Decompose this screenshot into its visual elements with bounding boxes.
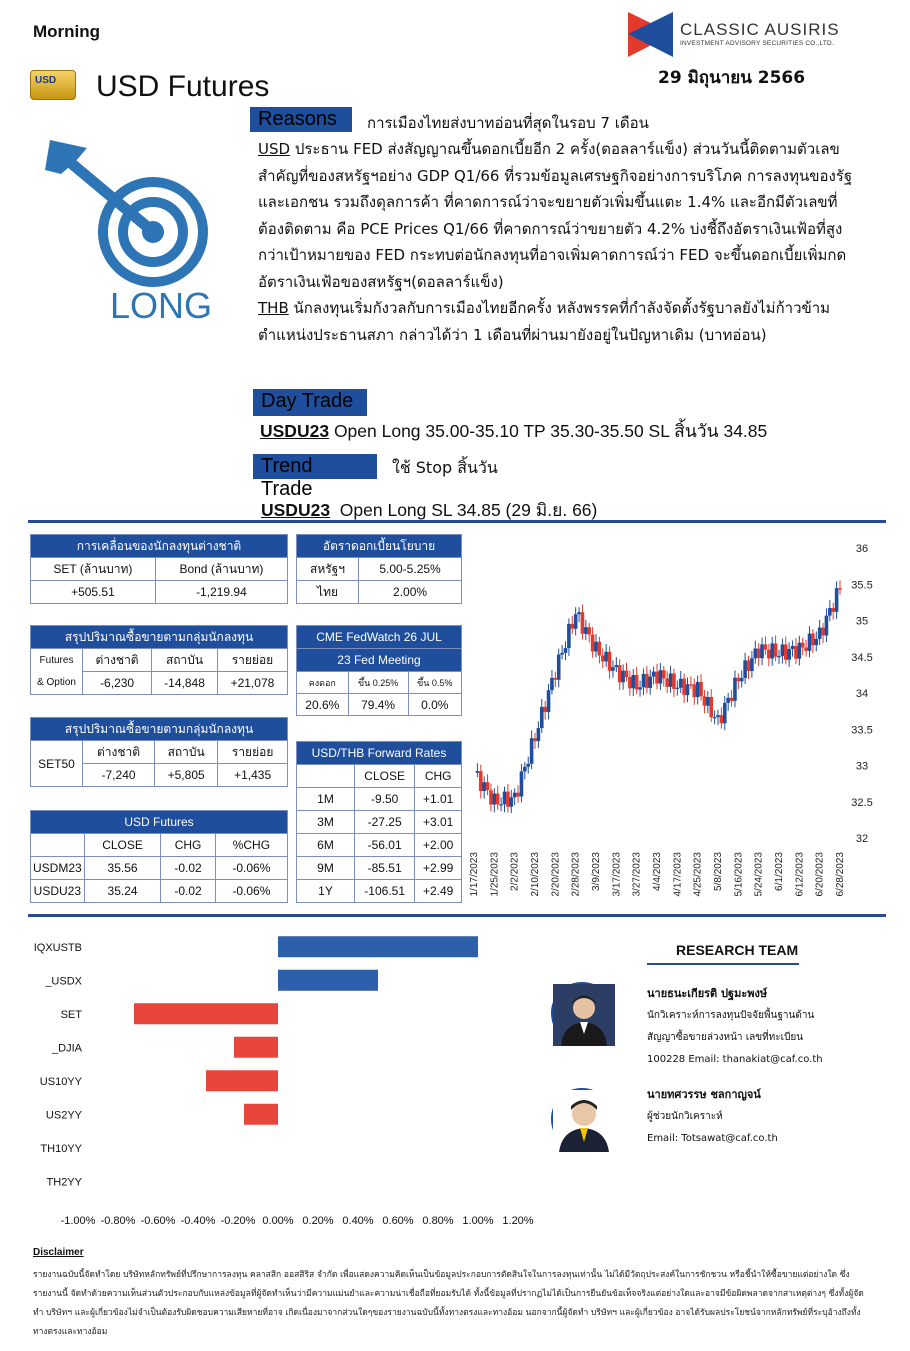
- analyst-avatar: [551, 982, 613, 1044]
- brand-sub: INVESTMENT ADVISORY SECURITIES CO.,LTD.: [680, 40, 834, 47]
- candle-body: [560, 653, 564, 655]
- usd-futures-corner: [31, 834, 85, 857]
- fedwatch-table: [296, 625, 462, 716]
- x-tick-label: 6/28/2023: [835, 852, 846, 897]
- candle-body: [774, 643, 778, 656]
- trend-trade-headline: ใช้ Stop สิ้นวัน: [392, 458, 498, 477]
- x-tick-label: 3/9/2023: [591, 852, 602, 891]
- candle-body: [550, 678, 554, 690]
- candle-body: [659, 670, 663, 683]
- person-icon: [553, 984, 615, 1046]
- candle-body: [835, 588, 839, 612]
- usd-futures-header: %CHG: [215, 834, 287, 857]
- x-tick-label: 5/8/2023: [713, 852, 724, 891]
- candle-body: [801, 643, 805, 648]
- analyst-1-role: นักวิเคราะห์การลงทุนปัจจัยพื้นฐานด้าน: [647, 1010, 815, 1021]
- policy-rate-label: ไทย: [297, 581, 359, 604]
- day-trade-line: [260, 417, 767, 445]
- candle-body: [753, 648, 757, 658]
- fedwatch-value: 20.6%: [297, 694, 349, 716]
- candle-body: [476, 771, 480, 773]
- forward-chg: +2.99: [415, 857, 462, 880]
- candle-body: [554, 678, 558, 680]
- candle-body: [631, 675, 635, 688]
- usd-futures-table: [30, 810, 288, 903]
- candle-body: [825, 616, 829, 636]
- candle-body: [838, 588, 842, 590]
- forward-tenor: 1M: [297, 788, 355, 811]
- x-tick-label: 0.60%: [382, 1215, 414, 1227]
- candle-body: [601, 656, 605, 662]
- candle-body: [604, 652, 608, 662]
- candle-body: [655, 672, 659, 684]
- candle-body: [689, 684, 693, 685]
- candle-body: [625, 671, 629, 677]
- candle-body: [750, 658, 754, 671]
- futures-investor-value: +21,078: [217, 672, 287, 695]
- foreign-flow-table: [30, 534, 288, 604]
- candle-body: [706, 697, 710, 706]
- candle-body: [791, 646, 795, 649]
- usd-text: ประธาน FED ส่งสัญญาณขึ้นดอกเบี้ยอีก 2 ครั้ง(ดอลลาร์แข็ง) ส่วนวันนี้ติดตามตัวเลขสำคัญที่ของสหรัฐฯอย่าง GDP Q1/66 ที่รวมข้อมูลเศรษฐกิจอย่างการบริโภค การลงทุนของรัฐและเอกชน รวมถึงดุลการค้า ที่คาดการณ์ว่าจะขยายตัวเพิ่มขึ้นแตะ 1.4% และอีกมีตัวเลขที่ต้องติดตาม คือ PCE Prices Q1/66 ที่คาดการณ์ว่าขยายตัว 4.2% บ่งชี้ถึงอัตราเงินเฟ้อที่สูงกว่าเป้าหมายของ FED กระทบต่อนักลงทุนที่อาจเพิ่มคาดการณ์ว่า FED จะขึ้นดอกเบี้ยเพิ่มกดอัตราเงินเฟ้อของสหรัฐฯ(ดอลลาร์แข็ง): [258, 140, 853, 291]
- forward-tenor: 3M: [297, 811, 355, 834]
- bar: [134, 1003, 278, 1024]
- candle-body: [818, 628, 822, 639]
- candle-body: [577, 612, 581, 614]
- x-tick-label: 2/20/2023: [550, 852, 562, 897]
- bar: [278, 970, 378, 991]
- analyst-2-name: นายทศวรรษ ชลกาญจน์: [647, 1088, 761, 1101]
- fedwatch-header: ขึ้น 0.5%: [408, 672, 461, 694]
- x-tick-label: 1.00%: [462, 1215, 494, 1227]
- candle-body: [784, 644, 788, 659]
- y-tick-label: 36: [855, 543, 869, 555]
- candle-body: [540, 707, 544, 728]
- y-tick-label: 35.5: [851, 579, 873, 592]
- foreign-flow-title: การเคลื่อนของนักลงทุนต่างชาติ: [31, 535, 288, 558]
- analyst-1-name: นายธนะเกียรติ ปฐมะพงษ์: [647, 987, 768, 1000]
- x-tick-label: 1/25/2023: [489, 852, 501, 897]
- session-label: Morning: [33, 22, 101, 41]
- candle-body: [662, 670, 666, 678]
- usd-futures-badge-icon: [30, 70, 76, 100]
- x-tick-label: 5/24/2023: [753, 852, 765, 897]
- futures-investor-row-label: [31, 649, 83, 695]
- candle-body: [570, 624, 574, 629]
- candle-body: [574, 614, 578, 628]
- x-tick-label: 6/1/2023: [774, 852, 785, 891]
- usd-label: USD: [258, 140, 291, 158]
- divider-bottom: [28, 914, 886, 917]
- foreign-flow-col-set: SET (ล้านบาท): [31, 558, 156, 581]
- candle-body: [703, 696, 707, 706]
- y-tick-label: 32.5: [851, 796, 873, 809]
- usd-futures-close: 35.56: [84, 857, 161, 880]
- set50-value: +1,435: [218, 764, 288, 787]
- candle-body: [723, 703, 727, 723]
- candle-body: [530, 738, 534, 764]
- candle-body: [479, 771, 483, 791]
- person-icon: [553, 1090, 615, 1152]
- forward-close: -9.50: [355, 788, 415, 811]
- disclaimer-title: Disclaimer: [33, 1247, 84, 1258]
- policy-rate-label: สหรัฐฯ: [297, 558, 359, 581]
- bar: [244, 1104, 278, 1125]
- thb-text: นักลงทุนเริ่มกังวลกับการเมืองไทยอีกครั้ง หลังพรรคที่กำลังจัดตั้งรัฐบาลยังไม่ก้าวข้ามตำแหน่งประธานสภา กล่าวได้ว่า 1 เดือนที่ผ่านมายังอยู่ในปัญหาเดิม (บาทอ่อน): [258, 299, 831, 344]
- candle-body: [594, 642, 598, 652]
- candle-body: [567, 624, 571, 648]
- candle-body: [828, 608, 832, 616]
- x-tick-label: 1/17/2023: [469, 852, 480, 897]
- candle-body: [581, 612, 585, 634]
- bar: [278, 936, 478, 957]
- candle-body: [509, 797, 513, 806]
- bar: [234, 1037, 278, 1058]
- candle-body: [611, 667, 615, 671]
- policy-rate-value: 2.00%: [359, 581, 462, 604]
- x-tick-label: -1.00%: [60, 1215, 96, 1227]
- stance-label: LONG: [110, 285, 213, 326]
- bar-category-label: IQXUSTB: [33, 941, 82, 954]
- analyst-1-contact: 100228 Email: thanakiat@caf.co.th: [647, 1054, 823, 1065]
- fedwatch-header: คงดอก: [297, 672, 349, 694]
- usd-futures-close: 35.24: [84, 880, 161, 903]
- candle-body: [645, 674, 649, 688]
- candle-body: [537, 728, 541, 741]
- forward-rates-title: USD/THB Forward Rates: [297, 742, 462, 765]
- candle-body: [787, 649, 791, 660]
- divider-top: [28, 520, 886, 523]
- usd-futures-chg: -0.02: [161, 857, 215, 880]
- x-tick-label: 2/28/2023: [570, 852, 582, 897]
- candle-body: [757, 648, 761, 658]
- analyst-2-role: ผู้ช่วยนักวิเคราะห์: [647, 1111, 723, 1122]
- candle-body: [503, 792, 507, 805]
- candle-body: [821, 628, 825, 636]
- policy-rate-title: อัตราดอกเบี้ยนโยบาย: [297, 535, 462, 558]
- candle-body: [638, 687, 642, 689]
- candle-body: [672, 673, 676, 688]
- candle-body: [499, 804, 503, 805]
- trend-trade-tag: Trend Trade: [253, 454, 377, 479]
- forward-chg: +2.00: [415, 834, 462, 857]
- candle-body: [692, 684, 696, 697]
- candle-body: [526, 764, 530, 767]
- policy-rate-table: [296, 534, 462, 604]
- candle-body: [743, 660, 747, 678]
- candle-body: [557, 654, 561, 679]
- forward-chg: +3.01: [415, 811, 462, 834]
- x-tick-label: 0.20%: [302, 1215, 334, 1227]
- x-tick-label: 3/17/2023: [611, 852, 623, 897]
- candle-body: [730, 698, 734, 701]
- research-title-underline: [647, 963, 799, 965]
- futures-investor-header: สถาบัน: [152, 649, 218, 672]
- analyst-2-contact: Email: Totsawat@caf.co.th: [647, 1133, 778, 1144]
- analyst-avatar: [551, 1088, 613, 1150]
- x-tick-label: 2/2/2023: [509, 852, 521, 891]
- forward-rates-table: [296, 741, 462, 903]
- reasons-headline: การเมืองไทยส่งบาทอ่อนที่สุดในรอบ 7 เดือน: [367, 114, 649, 132]
- usd-futures-name: USDU23: [31, 880, 85, 903]
- x-tick-label: 1.20%: [502, 1215, 534, 1227]
- candle-body: [676, 688, 680, 689]
- day-trade-code: USDU23: [260, 421, 330, 441]
- forward-chg: +2.49: [415, 880, 462, 903]
- candle-body: [547, 690, 551, 712]
- candle-body: [648, 677, 652, 688]
- x-tick-label: -0.60%: [140, 1215, 176, 1227]
- forward-rates-header: CLOSE: [355, 765, 415, 788]
- candle-body: [794, 646, 798, 659]
- candle-body: [770, 643, 774, 658]
- bar-category-label: US10YY: [39, 1075, 82, 1088]
- candle-body: [618, 665, 622, 682]
- futures-investor-value: -14,848: [152, 672, 218, 695]
- candle-body: [533, 738, 537, 741]
- candle-body: [686, 684, 690, 695]
- candle-body: [520, 771, 524, 796]
- candle-body: [496, 794, 500, 805]
- page-title: USD Futures: [96, 70, 270, 103]
- brand-name: CLASSIC AUSIRIS: [680, 20, 840, 39]
- fedwatch-header: ขึ้น 0.25%: [348, 672, 408, 694]
- candle-body: [669, 673, 673, 686]
- candle-body: [493, 794, 497, 805]
- foreign-flow-col-bond: Bond (ล้านบาท): [155, 558, 287, 581]
- candle-body: [808, 634, 812, 651]
- day-trade-tag: Day Trade: [253, 389, 367, 416]
- forward-rates-header: CHG: [415, 765, 462, 788]
- y-tick-label: 34.5: [851, 651, 873, 664]
- fedwatch-title-1: CME FedWatch 26 JUL: [297, 626, 462, 649]
- candle-body: [679, 679, 683, 688]
- candle-body: [482, 782, 486, 791]
- x-tick-label: 5/16/2023: [733, 852, 745, 897]
- futures-investor-header: รายย่อย: [217, 649, 287, 672]
- bar-category-label: SET: [60, 1008, 82, 1021]
- x-tick-label: 4/4/2023: [652, 852, 663, 891]
- candle-body: [486, 782, 490, 790]
- candle-body: [598, 642, 602, 656]
- futures-investor-table: [30, 625, 288, 695]
- set50-value: -7,240: [83, 764, 155, 787]
- candle-body: [777, 656, 781, 657]
- usd-futures-pchg: -0.06%: [215, 857, 287, 880]
- candle-body: [682, 679, 686, 695]
- usd-futures-header: CHG: [161, 834, 215, 857]
- candle-body: [699, 682, 703, 696]
- usd-futures-header: CLOSE: [84, 834, 161, 857]
- set50-header: รายย่อย: [218, 741, 288, 764]
- trend-trade-code: USDU23: [261, 500, 331, 520]
- analyst-2-block: [647, 1084, 778, 1150]
- usd-futures-chg: -0.02: [161, 880, 215, 903]
- usd-futures-pchg: -0.06%: [215, 880, 287, 903]
- candle-body: [513, 793, 517, 798]
- candle-body: [740, 678, 744, 681]
- bar-category-label: _USDX: [45, 975, 82, 988]
- usd-futures-candlestick-chart: [468, 537, 878, 909]
- forward-tenor: 1Y: [297, 880, 355, 903]
- candle-body: [764, 644, 768, 649]
- bar: [206, 1070, 278, 1091]
- candle-body: [716, 715, 720, 717]
- candle-body: [608, 652, 612, 671]
- bar-category-label: US2YY: [45, 1109, 82, 1122]
- fedwatch-title-2: 23 Fed Meeting: [297, 649, 462, 672]
- candle-body: [615, 665, 619, 667]
- forward-close: -27.25: [355, 811, 415, 834]
- report-date: 29 มิถุนายน 2566: [658, 68, 806, 88]
- candle-body: [591, 635, 595, 652]
- candle-body: [767, 650, 771, 659]
- set50-header: ต่างชาติ: [83, 741, 155, 764]
- forward-close: -56.01: [355, 834, 415, 857]
- disclaimer-text: รายงานฉบับนี้จัดทำโดย บริษัทหลักทรัพย์ที่ปรึกษาการลงทุน คลาสสิก ออสสิริส จำกัด เพื่อแสดงความคิดเห็นเป็นข้อมูลประกอบการตัดสินใจในการลงทุนเท่านั้น ไม่ได้มีวัตถุประสงค์ในการชักชวน หรือชี้นำให้ซื้อขายแต่อย่างใด ซึ่งรายงานนี้ จัดทำด้วยความเห็นส่วนตัวประกอบกับแหล่งข้อมูลที่ผู้จัดทำเห็นว่ามีความแม่นยำและความน่าเชื่อถือที่ยอมรับได้ ทั้งนี้ข้อมูลที่ปรากฏไม่ได้เป็นการยืนยันข้อเท็จจริงแต่อย่างใดและอาจมีข้อผิดพลาดจากสาเหตุต่างๆ ซึ่งทั้งผู้จัดทำ บริษัทฯ และผู้เกี่ยวข้องไม่จำเป็นต้องรับผิดชอบความเสียหายที่อาจ เกิดเนื่องมาจากส่วนใดๆของรายงานฉบับนี้ทั้งทางตรงและทางอ้อม นอกจากนี้ผู้จัดทำ บริษัทฯ และผู้เกี่ยวข้อง อาจได้รับผลประโยชน์จากหลักทรัพย์ที่ระบุอ้างถึงทั้งทางตรงและทางอ้อม: [33, 1270, 864, 1337]
- candle-body: [543, 707, 547, 712]
- candle-body: [726, 698, 730, 703]
- forward-chg: +1.01: [415, 788, 462, 811]
- trend-trade-text: Open Long SL 34.85 (29 มิ.ย. 66): [339, 500, 598, 520]
- candle-body: [635, 675, 639, 690]
- usd-futures-title: USD Futures: [31, 811, 288, 834]
- x-tick-label: 4/17/2023: [672, 852, 684, 897]
- futures-investor-header: ต่างชาติ: [83, 649, 152, 672]
- futures-investor-value: -6,230: [83, 672, 152, 695]
- bar-category-label: TH2YY: [46, 1176, 82, 1189]
- usd-futures-name: USDM23: [31, 857, 85, 880]
- x-tick-label: 6/12/2023: [794, 852, 806, 897]
- candle-body: [628, 677, 632, 688]
- x-tick-label: -0.40%: [180, 1215, 216, 1227]
- candle-body: [642, 674, 646, 687]
- y-tick-label: 35: [855, 615, 869, 628]
- candle-body: [523, 767, 527, 772]
- thb-label: THB: [258, 299, 289, 317]
- reasons-body: [258, 136, 858, 348]
- fedwatch-value: 79.4%: [348, 694, 408, 716]
- futures-investor-title: สรุปปริมาณซื้อขายตามกลุ่มนักลงทุน: [31, 626, 288, 649]
- x-tick-label: -0.20%: [220, 1215, 256, 1227]
- set50-investor-table: [30, 717, 288, 787]
- forward-tenor: 9M: [297, 857, 355, 880]
- x-tick-label: 0.80%: [422, 1215, 454, 1227]
- futures-investor-row-label-2: & Option: [37, 676, 76, 688]
- analyst-1-block: [647, 983, 823, 1071]
- bar-category-label: TH10YY: [40, 1142, 82, 1155]
- candle-body: [713, 717, 717, 718]
- policy-rate-value: 5.00-5.25%: [359, 558, 462, 581]
- y-tick-label: 33.5: [851, 724, 873, 737]
- candle-body: [720, 715, 724, 723]
- badge-text: USD: [35, 75, 57, 86]
- x-tick-label: 2/10/2023: [530, 852, 541, 897]
- candle-body: [781, 644, 785, 656]
- y-tick-label: 34: [855, 688, 869, 700]
- x-tick-label: -0.80%: [100, 1215, 136, 1227]
- candle-body: [709, 697, 713, 717]
- candle-body: [652, 672, 656, 677]
- candle-body: [798, 643, 802, 659]
- x-tick-label: 0.00%: [262, 1215, 294, 1227]
- candle-body: [760, 644, 764, 658]
- candle-body: [814, 639, 818, 645]
- bar-category-label: _DJIA: [52, 1042, 82, 1055]
- x-tick-label: 3/27/2023: [631, 852, 643, 897]
- candle-body: [733, 678, 737, 701]
- forward-tenor: 6M: [297, 834, 355, 857]
- candle-body: [665, 678, 669, 686]
- candle-body: [811, 634, 815, 646]
- analyst-1-role2: สัญญาซื้อขายล่วงหน้า เลขที่ทะเบียน: [647, 1032, 804, 1043]
- candle-body: [747, 660, 751, 671]
- foreign-flow-bond-value: -1,219.94: [155, 581, 287, 604]
- x-tick-label: 6/20/2023: [814, 852, 826, 897]
- target-arrow-icon: [45, 140, 225, 285]
- forward-close: -85.51: [355, 857, 415, 880]
- candle-body: [506, 792, 510, 807]
- candle-body: [737, 678, 741, 682]
- research-team-title: RESEARCH TEAM: [676, 942, 799, 958]
- candle-body: [564, 648, 568, 653]
- candle-body: [696, 682, 700, 697]
- candle-body: [584, 627, 588, 634]
- foreign-flow-set-value: +505.51: [31, 581, 156, 604]
- brand-block: [680, 20, 840, 47]
- brand-logo-icon: [628, 12, 673, 57]
- candle-body: [804, 647, 808, 650]
- x-tick-label: 0.40%: [342, 1215, 374, 1227]
- set50-value: +5,805: [155, 764, 218, 787]
- forward-rates-corner: [297, 765, 355, 788]
- futures-investor-row-label-1: Futures: [39, 654, 74, 666]
- candle-body: [831, 608, 835, 612]
- set50-investor-title: สรุปปริมาณซื้อขายตามกลุ่มนักลงทุน: [31, 718, 288, 741]
- market-change-bar-chart: [30, 928, 534, 1231]
- forward-close: -106.51: [355, 880, 415, 903]
- fedwatch-value: 0.0%: [408, 694, 461, 716]
- set50-header: สถาบัน: [155, 741, 218, 764]
- y-tick-label: 33: [855, 760, 869, 773]
- day-trade-text: Open Long 35.00-35.10 TP 35.30-35.50 SL สิ้นวัน 34.85: [333, 421, 768, 441]
- set50-row-label: SET50: [31, 741, 83, 787]
- candle-body: [516, 793, 520, 797]
- reasons-tag: Reasons: [250, 107, 352, 132]
- y-tick-label: 32: [855, 833, 869, 845]
- candle-body: [489, 790, 493, 804]
- x-tick-label: 4/25/2023: [692, 852, 704, 897]
- candle-body: [621, 671, 625, 683]
- candle-body: [587, 627, 591, 634]
